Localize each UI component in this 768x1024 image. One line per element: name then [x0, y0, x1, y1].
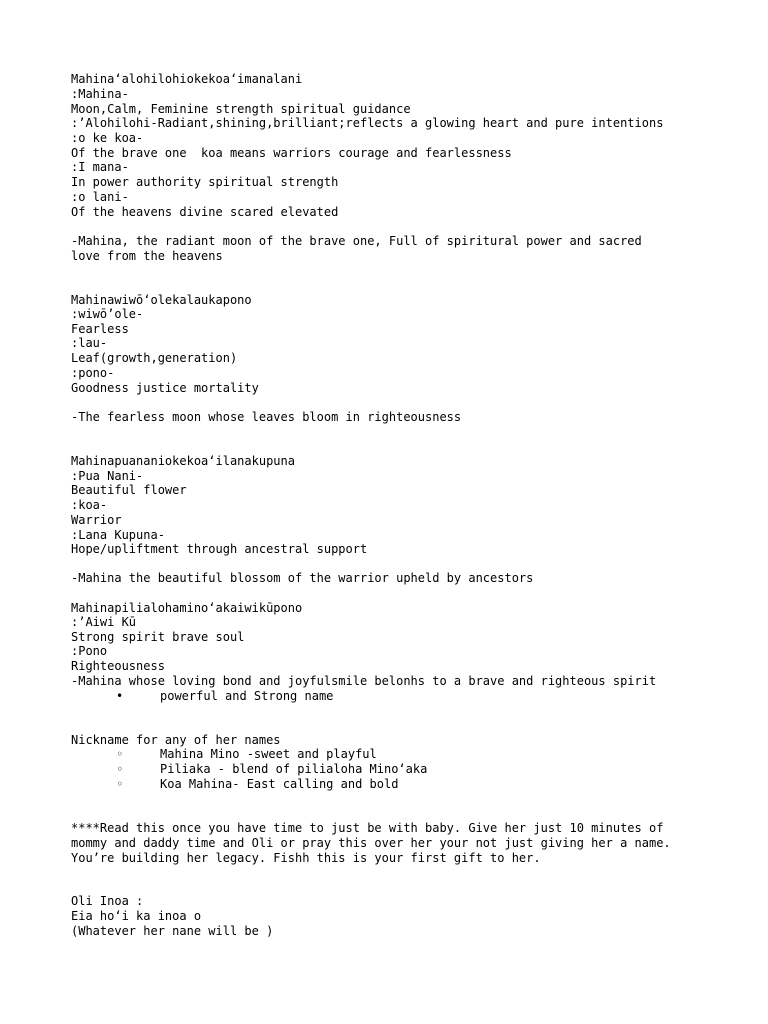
nickname-item: Koa Mahina- East calling and bold [160, 777, 399, 791]
name-title-3: Mahinapuananiokekoaʻilanakupuna [71, 454, 295, 468]
meaning-line: Goodness justice mortality [71, 381, 259, 395]
meaning-line: :wiwō’ole- [71, 307, 144, 321]
name-title-1: Mahinaʻalohilohiokekoaʻimanalani [71, 72, 303, 86]
meaning-line: Moon,Calm, Feminine strength spiritual guidance [71, 102, 411, 116]
nickname-item: Mahina Mino -sweet and playful [160, 747, 377, 761]
meaning-line: :Lana Kupuna- [71, 528, 165, 542]
meaning-line: :o lani- [71, 190, 129, 204]
meaning-line: Fearless [71, 322, 129, 336]
note-line: You’re building her legacy. Fishh this is your first gift to her. [71, 851, 541, 865]
meaning-line: Leaf(growth,generation) [71, 351, 238, 365]
nickname-heading: Nickname for any of her names [71, 733, 281, 747]
bullet-icon: • [116, 689, 124, 703]
meaning-line: :’Aiwi Kū [71, 615, 137, 629]
meaning-line: :Mahina- [71, 87, 129, 101]
note-line: mommy and daddy time and Oli or pray this over her your not just giving her a name. [71, 836, 671, 850]
meaning-line: Beautiful flower [71, 483, 187, 497]
meaning-line: :lau- [71, 336, 108, 350]
meaning-line: Hope/upliftment through ancestral support [71, 542, 368, 556]
name-summary: -Mahina the beautiful blossom of the warrior upheld by ancestors [71, 571, 534, 585]
meaning-line: :Pono [71, 644, 108, 658]
meaning-line: :I mana- [71, 160, 129, 174]
bullet-text: powerful and Strong name [160, 689, 334, 703]
meaning-line: :’Alohilohi-Radiant,shining,brilliant;reflects a glowing heart and pure intentions [71, 116, 664, 130]
meaning-line: :o ke koa- [71, 131, 144, 145]
meaning-line: Righteousness [71, 659, 165, 673]
meaning-line: Warrior [71, 513, 122, 527]
oli-line: (Whatever her nane will be ) [71, 924, 274, 938]
meaning-line: Of the heavens divine scared elevated [71, 205, 339, 219]
sub-bullet-icon: ◦ [116, 762, 124, 776]
name-summary: -Mahina, the radiant moon of the brave one, Full of spiritural power and sacred [71, 234, 642, 248]
nickname-item: Piliaka - blend of pilialoha Minoʻaka [160, 762, 428, 776]
sub-bullet-icon: ◦ [116, 777, 124, 791]
meaning-line: :koa- [71, 498, 108, 512]
meaning-line: :Pua Nani- [71, 469, 144, 483]
name-title-2: Mahinawiwōʻolekalaukapono [71, 293, 252, 307]
meaning-line: Strong spirit brave soul [71, 630, 245, 644]
oli-line: Eia hoʻi ka inoa o [71, 909, 202, 923]
meaning-line: :pono- [71, 366, 115, 380]
name-title-4: Mahinapilialohaminoʻakaiwikūpono [71, 601, 303, 615]
name-summary: love from the heavens [71, 249, 223, 263]
name-summary: -Mahina whose loving bond and joyfulsmile belonhs to a brave and righteous spirit [71, 674, 657, 688]
meaning-line: Of the brave one koa means warriors courage and fearlessness [71, 146, 512, 160]
oli-heading: Oli Inoa : [71, 894, 144, 908]
meaning-line: In power authority spiritual strength [71, 175, 339, 189]
note-line: ****Read this once you have time to just be with baby. Give her just 10 minutes of [71, 821, 664, 835]
name-summary: -The fearless moon whose leaves bloom in righteousness [71, 410, 462, 424]
sub-bullet-icon: ◦ [116, 747, 124, 761]
